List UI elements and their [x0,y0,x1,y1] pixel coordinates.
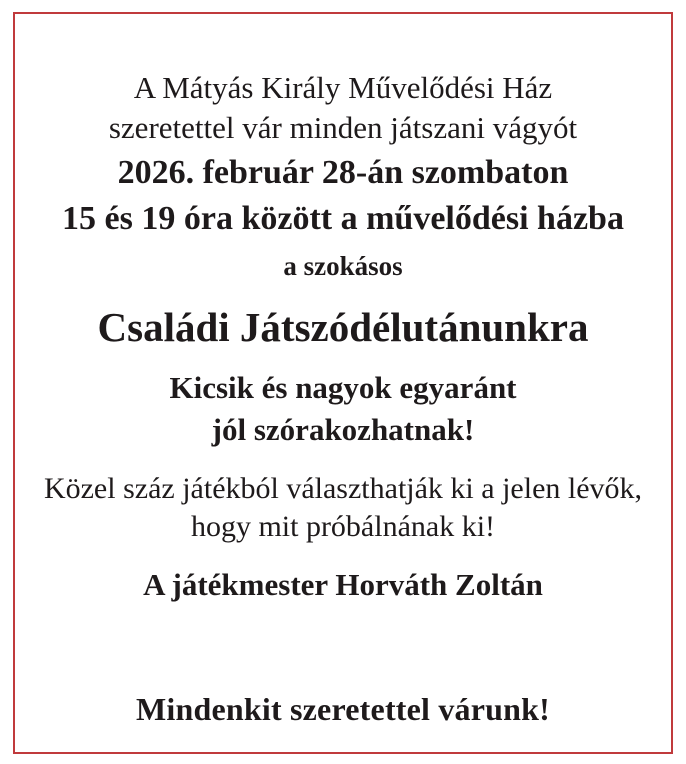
intro-line-2: szeretettel vár minden játszani vágyót [108,110,578,145]
date-line-2: 15 és 19 óra között a művelődési házba [62,200,624,237]
intro-line-1: A Mátyás Király Művelődési Ház [133,70,553,105]
lead-in-text: a szokásos [283,251,403,281]
audience-line-2: jól szórakozhatnak! [211,412,475,447]
games-line-1: Közel száz játékból választhatják ki a jelen lévők, [43,472,643,505]
audience-block [0,367,686,451]
event-title: Családi Játszódélutánunkra [97,304,589,350]
games-line-2: hogy mit próbálnának ki! [190,510,496,543]
closing-line: Mindenkit szeretettel várunk! [135,691,551,727]
date-line-1: 2026. február 28-án szombaton [117,154,569,191]
intro-block [0,68,686,148]
host-line: A játékmester Horváth Zoltán [143,567,543,602]
date-block [0,150,686,242]
games-block [0,470,686,546]
audience-line-1: Kicsik és nagyok egyaránt [169,370,517,405]
